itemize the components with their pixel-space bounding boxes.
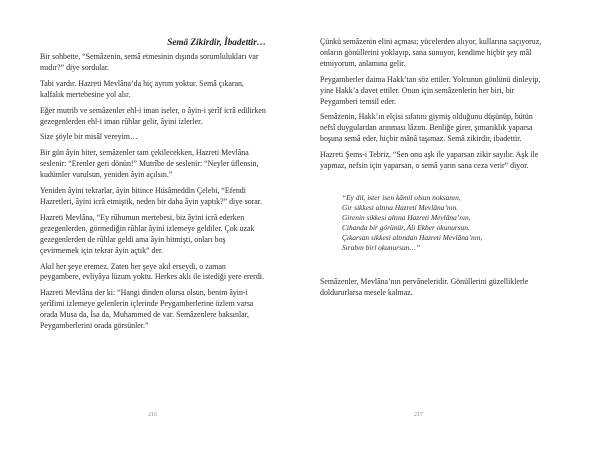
poem-line: Çıkarsan sikkesi altından Hazreti Mevlâna’nın, (342, 232, 483, 242)
poem-line: “Ey dil, ister isen kâmil olsun noksanın, (342, 192, 461, 202)
left-text-column (40, 37, 266, 337)
poem-block (342, 193, 547, 253)
poem-line: Cihanda bir görünür, Ali Ekber okunursun. (342, 222, 470, 232)
poem-line: Sırabın biri okunursun…” (342, 242, 421, 252)
paragraph: Akıl her şeye eremez. Zaten her şeye akıl erseydi, o zaman peygambere, evliyâya lüzum yoktu. Herkes aklı ile istediği yere ererdi. (40, 261, 264, 282)
paragraph: Hazreti Mevlâna der ki: “Hangi dinden olursa olsun, benim âyin-i şerîfimi izlemeye gelenlerin içlerinde Peygamberlerine özlem varsa orada Musa da, İsa da, Muhammed de var. Semâzenlere baksınlar, Peygamberlerini orada görsünler.” (40, 288, 254, 331)
paragraph: Tabi vardır. Hazreti Mevlâna’da hiç ayrım yoktur. Semâ çıkaran, kalfalık mertebesine yol alır. (40, 78, 244, 99)
paragraph: Eğer mutrib ve semâzenler ehl-i iman iseler, o âyin-i şerîf icrâ edilirken gezegenlerden ehl-i iman rûhlar gelir, âyini izlerler. (40, 105, 266, 126)
paragraph: Peygamberler daima Hakk’tan söz ettiler. Yolcunun gönlünü dinleyip, yine Hakk’a davet ettiler. Onun için semâzenlerin her biri, bir Peygamberi temsil eder. (320, 74, 541, 106)
page-number: 216 (148, 412, 157, 418)
poem-line: Girenin sikkesi altına Hazreti Mevlâna’nın, (342, 212, 471, 222)
paragraph: Bir sohbette, “Semâzenin, semâ etmesinin dışında sorumlulukları var mıdır?” diye sordular. (40, 52, 259, 72)
poem-line: Gir sikkesi altına Hazreti Mevlâna’nın. (342, 202, 459, 212)
closing-paragraph: Semâzenler, Mevlâna’nın pervâneleridir. Gönüllerini güzelliklerle doldururlarsa mesele kalmaz. (320, 276, 529, 297)
page-number: 217 (414, 412, 423, 418)
paragraph: Hazreti Mevlâna, “Ey rûhumun mertebesi, biz âyini icrâ ederken gezegenlerden, görmediğin rûhlar âyini izlemeye geldiler. Çok uzak gezegenlerden de rûhlar geldi ama âyin bitmişti, onları boş çevirmemek için tekrar âyin açtık” der. (40, 212, 255, 255)
section-heading: Semâ Zikirdir, İbadettir… (167, 37, 266, 47)
paragraph: Çünkü semâzenin elini açması; yücelerden alıyor, kullarına saçıyoruz, onların gönüllerini yoklayıp, sana sunuyor, kendime hiçbir şey mâl etmiyorum, anlamına gelir. (320, 37, 542, 68)
right-text-column (320, 37, 547, 304)
paragraph: Yeniden âyini tekrarlar, âyin bitince Hüsâmeddin Çelebi, “Efendi Hazretleri, âyini icrâ etmiştik, neden bir daha âyin yaptık?” diye sorar. (40, 186, 262, 206)
paragraph: Bir gün âyin biter, semâzenler tam çekilecekken, Hazreti Mevlâna seslenir: “Erenler geri dönün!” Mutrîbe de seslenir: “Neyler üflensin, kudümler vurulsun, yeniden âyin açılsın.” (40, 148, 259, 180)
paragraph: Size şöyle bir misâl vereyim… (40, 132, 138, 142)
paragraph: Hazreti Şems-i Tebriz, “Sen onu aşk ile yaparsan zikir sayılır. Aşk ile yapmaz, nefsin için yaparsan, o semâ yarın sana ceza verir” diyor. (320, 150, 539, 171)
right-page (300, 0, 600, 449)
paragraph: Semâzenin, Hakk’ın elçisi sıfatını giymiş olduğunu düşünüp, bütün nefsî duygulardan arınması lâzım. Benliğe girer, şımarıklık yaparsa boşuna semâ eder, hiçbir mânâ taşımaz. Semâ zikirdir, ibadettir. (320, 112, 533, 144)
